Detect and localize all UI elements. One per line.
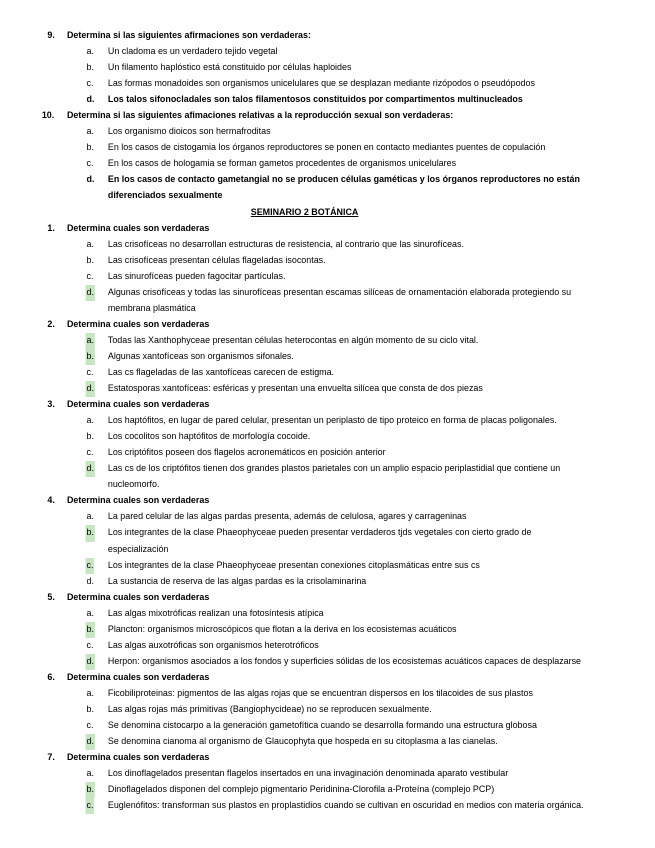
document-body — [0, 28, 609, 814]
answer-option — [0, 525, 609, 541]
answer-letter: c. — [86, 447, 94, 459]
question-text: Determina cuales son verdaderas — [66, 318, 210, 330]
question-heading — [0, 590, 609, 606]
answer-letter: a. — [86, 768, 94, 780]
answer-text: La sustancia de reserva de las algas pardas es la crisolaminarina — [107, 575, 367, 587]
answer-letter: c. — [86, 720, 94, 732]
question-text: Determina si las siguientes afimaciones relativas a la reproducción sexual son verdaderas: — [66, 110, 454, 122]
answer-text: Las crisofíceas no desarrollan estructuras de resistencia, al contrario que las sinurofíceas. — [107, 238, 464, 250]
answer-option — [0, 253, 609, 269]
answer-text-continuation: nucleomorfo. — [107, 479, 160, 491]
question-text: Determina si las siguientes afirmaciones son verdaderas: — [66, 30, 311, 41]
answer-option — [0, 140, 609, 156]
section-title: SEMINARIO 2 BOTÁNICA — [250, 206, 359, 218]
answer-letter: b. — [86, 431, 94, 443]
question-heading — [0, 670, 609, 686]
answer-letter: a. — [86, 607, 94, 619]
answer-option — [0, 654, 609, 670]
answer-text: Euglenófitos: transforman sus plastos en proplastidios cuando se cultivan en oscuridad en medios con materia orgánica. — [107, 800, 584, 812]
answer-option — [0, 798, 609, 814]
answer-text: Las algas auxotróficas son organismos heterotróficos — [107, 639, 319, 651]
answer-option — [0, 237, 609, 253]
question-text: Determina cuales son verdaderas — [66, 222, 210, 234]
answer-letter: b. — [86, 703, 94, 715]
answer-text: Se denomina cistocarpo a la generación gametofítica cuando se desarrolla formando una estructura globosa — [107, 720, 537, 732]
answer-text: En los casos de hologamia se forman gametos procedentes de organismos unicelulares — [107, 158, 457, 170]
question-heading — [0, 317, 609, 333]
answer-letter: c. — [86, 639, 94, 651]
answer-letter: a. — [86, 46, 94, 58]
answer-option — [0, 622, 609, 638]
answer-text: Un cladoma es un verdadero tejido vegetal — [107, 46, 278, 58]
question-number: 4. — [47, 495, 55, 507]
answer-option — [0, 766, 609, 782]
answer-letter-highlighted: d. — [86, 734, 95, 750]
answer-letter-highlighted: d. — [86, 381, 95, 397]
answer-letter-highlighted: b. — [86, 622, 95, 638]
answer-text: Las algas mixotróficas realizan una fotosíntesis atípica — [107, 607, 324, 619]
answer-text: En los casos de contacto gametangial no se producen células gaméticas y los órganos reproductores no están — [107, 174, 580, 186]
answer-text: Algunas xantofíceas son organismos sifonales. — [107, 350, 294, 362]
answer-letter: d. — [86, 174, 95, 186]
answer-letter: a. — [86, 511, 94, 523]
answer-option — [0, 285, 609, 301]
answer-option — [0, 349, 609, 365]
question-number: 3. — [47, 399, 55, 411]
question-text: Determina cuales son verdaderas — [66, 495, 210, 507]
answer-option — [0, 718, 609, 734]
answer-option — [0, 124, 609, 140]
answer-text: Los dinoflagelados presentan flagelos insertados en una invaginación denominada aparato vestibular — [107, 768, 509, 780]
question-heading — [0, 493, 609, 509]
answer-letter: a. — [86, 126, 94, 138]
answer-option — [0, 782, 609, 798]
answer-text: Las cs flageladas de las xantofíceas carecen de estigma. — [107, 366, 335, 378]
answer-text: Todas las Xanthophyceae presentan células heterocontas en algún momento de su ciclo vital. — [107, 334, 479, 346]
question-number: 10. — [41, 110, 55, 122]
answer-text: Herpon: organismos asociados a los fondos y superficies sólidas de los ecosistemas acuáticos capaces de desplazarse — [107, 655, 582, 667]
answer-option — [0, 76, 609, 92]
answer-letter: d. — [86, 575, 94, 587]
answer-text: Las cs de los criptófitos tienen dos grandes plastos parietales con un amplio espacio periplastidial que contiene un — [107, 463, 561, 475]
answer-text-continuation: diferenciados sexualmente — [107, 190, 223, 202]
answer-option — [0, 381, 609, 397]
answer-letter: c. — [86, 270, 94, 282]
answer-text: Los criptófitos poseen dos flagelos acronemáticos en posición anterior — [107, 447, 386, 459]
answer-continuation — [0, 477, 609, 493]
answer-text: Los organismo dioicos son hermafroditas — [107, 126, 271, 138]
answer-text: En los casos de cistogamia los órganos reproductores se ponen en contacto mediantes puentes de copulación — [107, 142, 546, 154]
answer-text: Las formas monadoides son organismos unicelulares que se desplazan mediante rizópodos o pseudópodos — [107, 78, 535, 90]
question-text: Determina cuales son verdaderas — [66, 591, 210, 603]
answer-option — [0, 333, 609, 349]
answer-text-continuation: especialización — [107, 543, 169, 555]
question-heading — [0, 397, 609, 413]
question-number: 7. — [47, 752, 55, 764]
answer-text: Estatosporas xantofíceas: esféricas y presentan una envuelta silícea que consta de dos piezas — [107, 383, 483, 395]
question-text: Determina cuales son verdaderas — [66, 399, 210, 411]
answer-text: Un filamento haplóstico está constituido por células haploides — [107, 62, 352, 74]
answer-letter-highlighted: c. — [86, 798, 95, 814]
question-text: Determina cuales son verdaderas — [66, 752, 210, 764]
question-number: 6. — [47, 671, 55, 683]
question-text: Determina cuales son verdaderas — [66, 671, 210, 683]
answer-option — [0, 445, 609, 461]
question-number: 1. — [47, 222, 55, 234]
answer-option — [0, 60, 609, 76]
answer-letter-highlighted: d. — [86, 285, 95, 301]
answer-letter: a. — [86, 687, 94, 699]
answer-text: Las crisofíceas presentan células flageladas isocontas. — [107, 254, 326, 266]
answer-continuation — [0, 542, 609, 558]
answer-text: Algunas crisofíceas y todas las sinurofíceas presentan escamas silíceas de ornamentación elaborada protegiendo su — [107, 286, 572, 298]
answer-text: Las algas rojas más primitivas (Bangiophycideae) no se reproducen sexualmente. — [107, 703, 432, 715]
answer-text: Plancton: organismos microscópicos que flotan a la deriva en los ecosistemas acuáticos — [107, 623, 457, 635]
answer-option — [0, 365, 609, 381]
answer-text: Ficobiliproteinas: pigmentos de las algas rojas que se encuentran dispersos en los tilacoides de sus plastos — [107, 687, 533, 699]
answer-text: Dinoflagelados disponen del complejo pigmentario Peridinina-Clorofila a-Proteína (complejo PCP) — [107, 784, 495, 796]
answer-text: Los haptófitos, en lugar de pared celular, presentan un periplasto de tipo proteico en forma de placas poligonales. — [107, 415, 557, 427]
answer-text: Las sinurofíceas pueden fagocitar partículas. — [107, 270, 286, 282]
answer-letter: a. — [86, 415, 94, 427]
answer-letter: b. — [86, 62, 94, 74]
answer-continuation — [0, 188, 609, 204]
answer-option — [0, 92, 609, 108]
question-heading — [0, 750, 609, 766]
answer-text-continuation: membrana plasmática — [107, 302, 196, 314]
answer-letter: b. — [86, 142, 94, 154]
answer-letter-highlighted: b. — [86, 782, 95, 798]
answer-letter: c. — [86, 158, 94, 170]
answer-option — [0, 461, 609, 477]
question-number: 2. — [47, 318, 55, 330]
answer-option — [0, 509, 609, 525]
answer-letter: a. — [86, 238, 94, 250]
answer-text: Los talos sifonocladales son talos filamentosos constituidos por compartimentos multinucleados — [107, 94, 523, 106]
question-number: 5. — [47, 591, 55, 603]
answer-option — [0, 269, 609, 285]
answer-letter: d. — [86, 94, 95, 106]
answer-letter-highlighted: d. — [86, 654, 95, 670]
answer-letter-highlighted: b. — [86, 525, 95, 541]
answer-text: La pared celular de las algas pardas presenta, además de celulosa, agares y carrageninas — [107, 511, 467, 523]
answer-option — [0, 606, 609, 622]
answer-letter: c. — [86, 78, 94, 90]
answer-text: Se denomina cianoma al organismo de Glaucophyta que hospeda en su citoplasma a las cianelas. — [107, 736, 498, 748]
answer-option — [0, 702, 609, 718]
answer-option — [0, 156, 609, 172]
answer-option — [0, 638, 609, 654]
answer-option — [0, 44, 609, 60]
answer-continuation — [0, 301, 609, 317]
question-heading — [0, 28, 609, 44]
answer-letter-highlighted: c. — [86, 558, 95, 574]
answer-letter-highlighted: d. — [86, 461, 95, 477]
answer-option — [0, 734, 609, 750]
answer-text: Los integrantes de la clase Phaeophyceae pueden presentar verdaderos tjds vegetales con cierto grado de — [107, 527, 532, 539]
answer-letter-highlighted: b. — [86, 349, 95, 365]
answer-option — [0, 558, 609, 574]
answer-option — [0, 172, 609, 188]
answer-option — [0, 429, 609, 445]
question-heading — [0, 221, 609, 237]
answer-option — [0, 574, 609, 590]
answer-option — [0, 413, 609, 429]
question-number: 9. — [47, 30, 55, 41]
question-heading — [0, 108, 609, 124]
answer-text: Los integrantes de la clase Phaeophyceae presentan conexiones citoplasmáticas entre sus cs — [107, 559, 480, 571]
answer-letter: b. — [86, 254, 94, 266]
answer-text: Los cocolitos son haptófitos de morfología cocoide. — [107, 431, 311, 443]
answer-letter: c. — [86, 366, 94, 378]
answer-letter-highlighted: a. — [86, 333, 95, 349]
answer-option — [0, 686, 609, 702]
